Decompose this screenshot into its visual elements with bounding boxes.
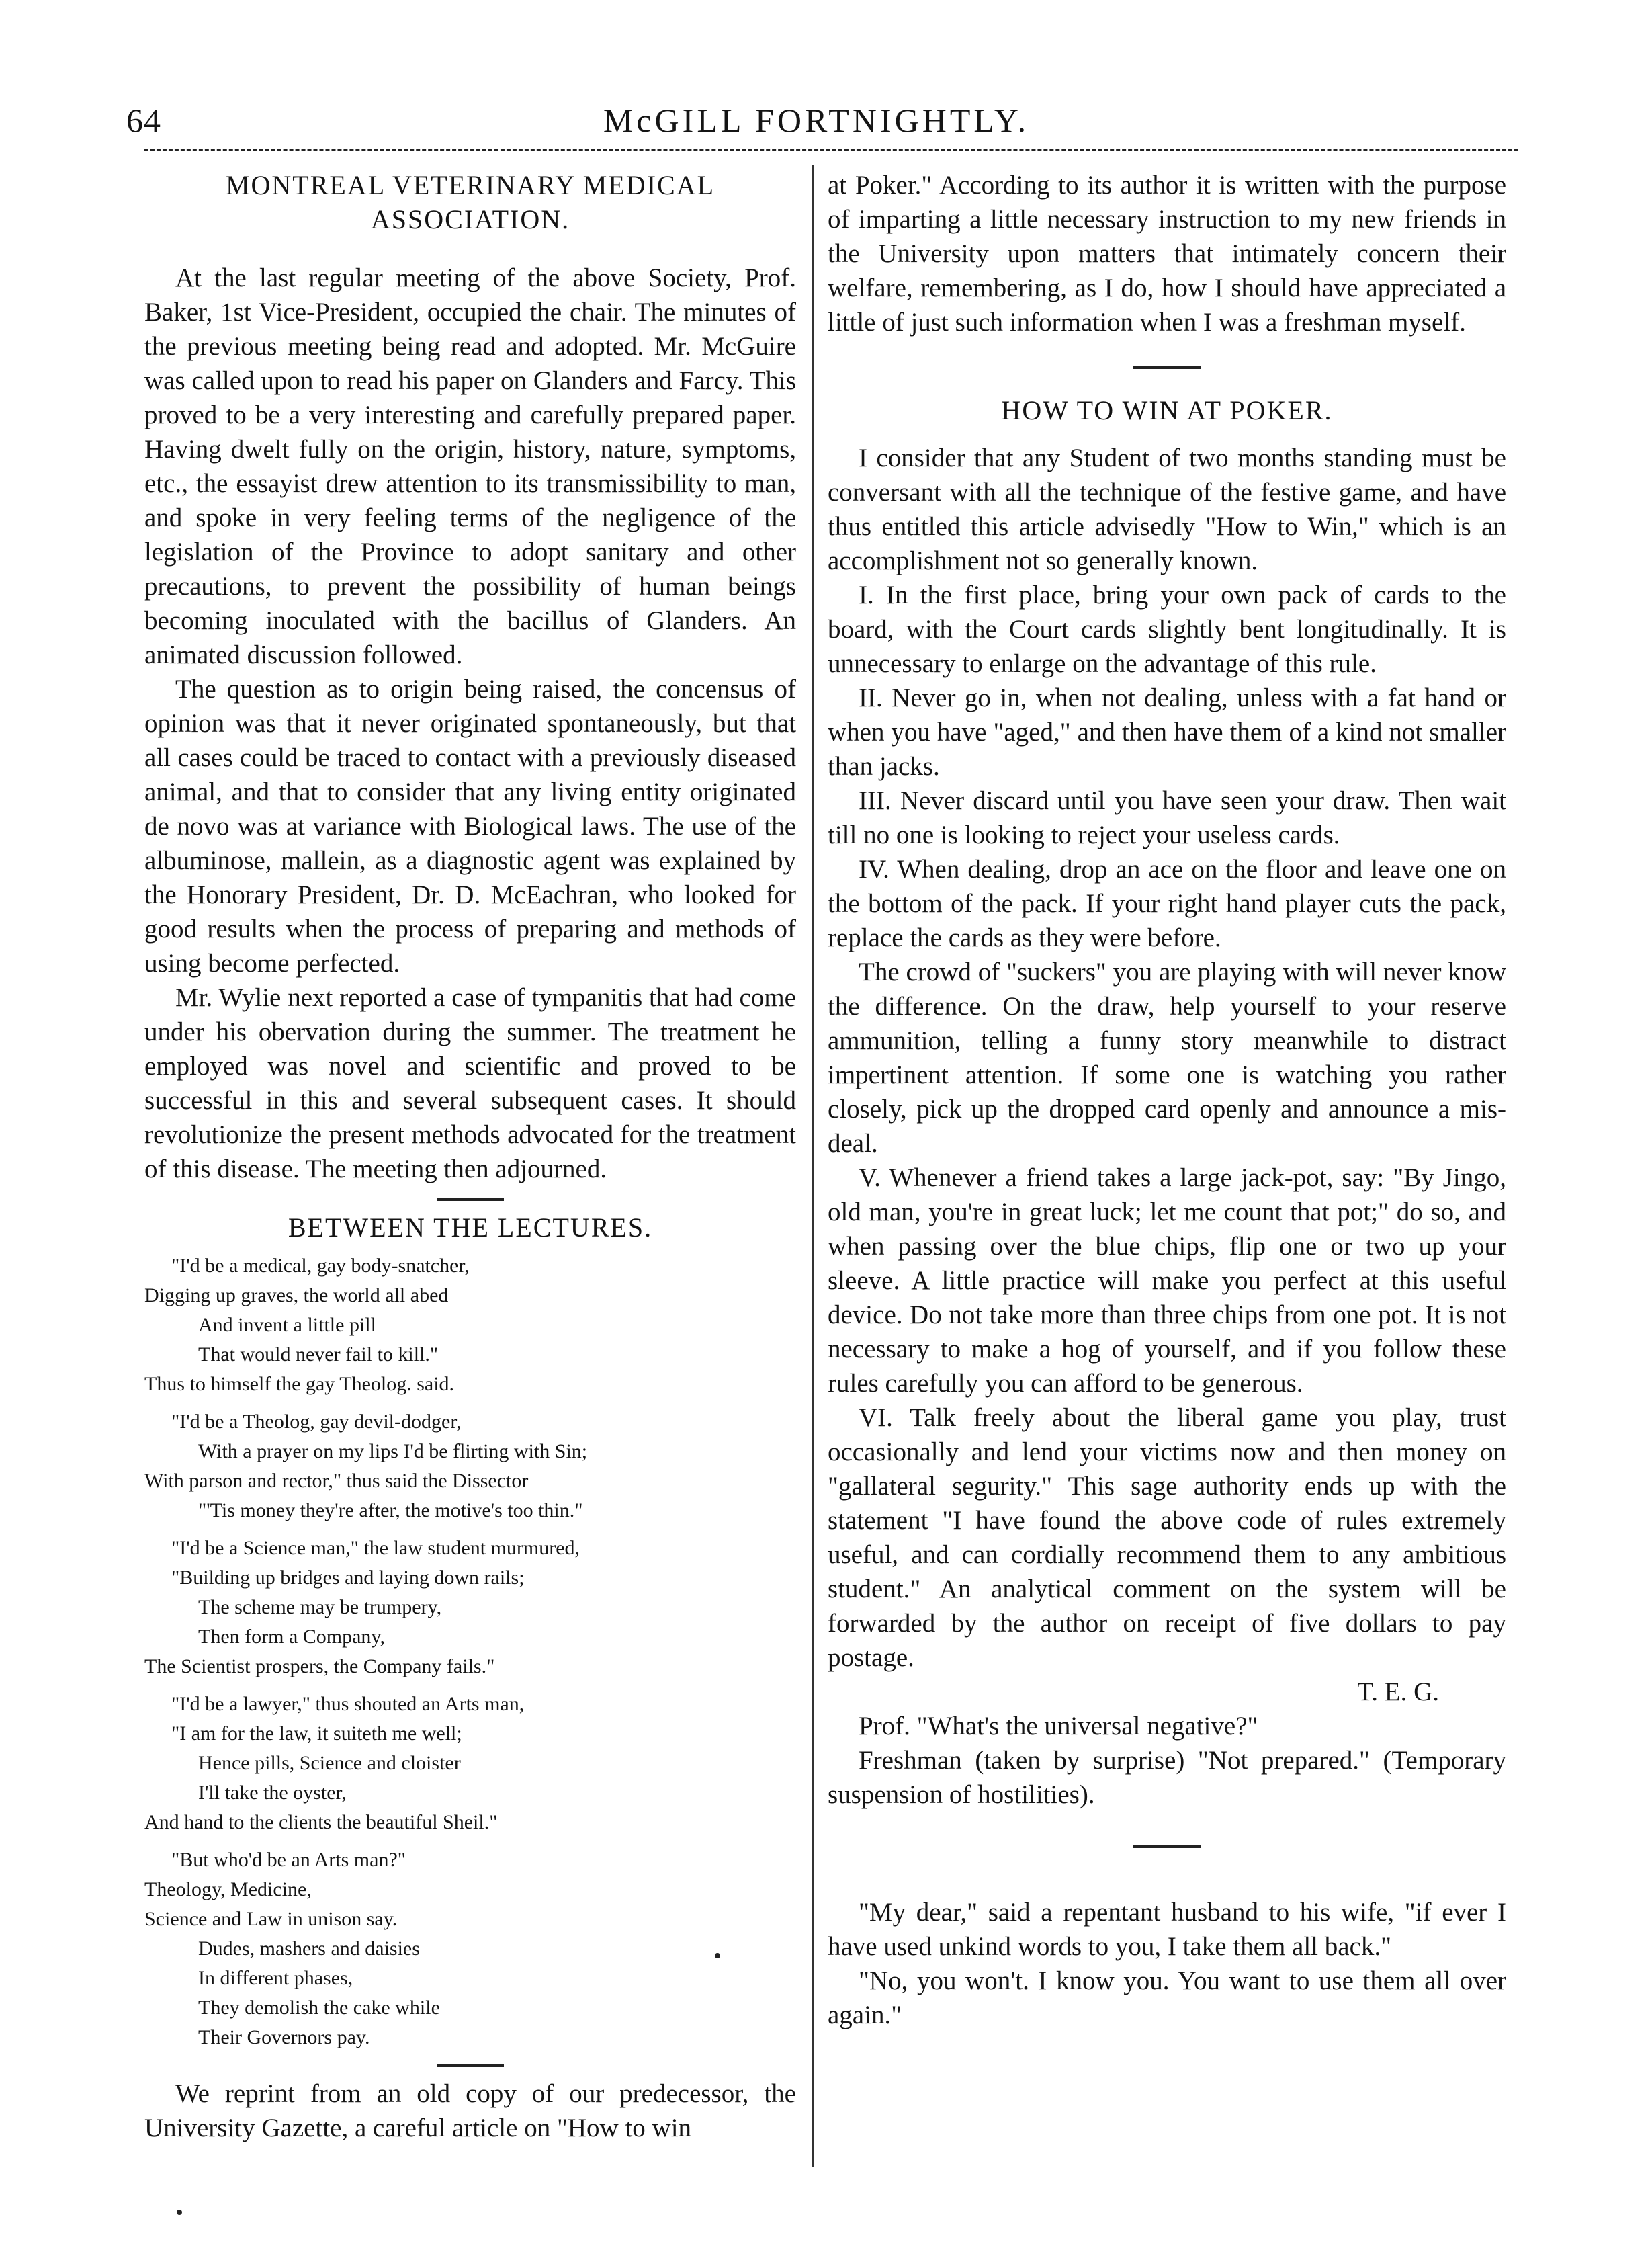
section-rule [1133,366,1201,369]
poem-line: And hand to the clients the beautiful Sheil." [144,1811,498,1833]
poem-line: Science and Law in unison say. [144,1908,398,1930]
poem-line: "I'd be a Science man," the law student murmured, [171,1537,580,1559]
page-number: 64 [126,101,161,139]
poem-line: "But who'd be an Arts man?" [171,1849,406,1871]
association-heading-line1: MONTREAL VETERINARY MEDICAL [225,170,715,200]
poker-paragraph: I consider that any Student of two months standing must be conversant with all the technique of the festive game, and have thus entitled this article advisedly "How to Win," which is an accomplishment not so generally known. [828,444,1506,575]
poem-line: With a prayer on my lips I'd be flirting with Sin; [198,1440,588,1462]
lectures-heading: BETWEEN THE LECTURES. [288,1212,653,1243]
running-head: McGILL FORTNIGHTLY. [603,101,1030,139]
section-rule [437,2064,504,2067]
poem-line: They demolish the cake while [198,1997,440,2019]
poem-line: "'Tis money they're after, the motive's too thin." [198,1499,583,1521]
right-column [828,168,1506,2032]
poem-line: Dudes, mashers and daisies [198,1937,420,1960]
poker-rule-1: I. In the first place, bring your own pack of cards to the board, with the Court cards slightly bent longitudinally. It is unnecessary to enlarge on the advantage of this rule. [828,581,1506,678]
poem-line: Thus to himself the gay Theolog. said. [144,1373,455,1395]
poem-stanza [144,1407,796,1525]
author-signature: T. E. G. [1357,1677,1439,1706]
poem-line: Their Governors pay. [198,2026,370,2048]
poem-line: I'll take the oyster, [198,1782,347,1804]
joke-question: Prof. "What's the universal negative?" [859,1712,1258,1741]
poem-line: In different phases, [198,1967,353,1989]
poem-stanza [144,1689,796,1837]
poem-stanza [144,1251,796,1399]
poker-rule-6: VI. Talk freely about the liberal game you play, trust occasionally and lend your victims now and then money on "gallateral segurity." This sage authority ends up with the statement "I have found the above code of rules extremely useful, and can cordially recommend them to any ambitious student." An analytical comment on the system will be forwarded by the author on receipt of five dollars to pay postage. [828,1403,1506,1672]
reprint-paragraph: We reprint from an old copy of our predecessor, the University Gazette, a careful article on "How to win [144,2079,796,2142]
poker-rule-3: III. Never discard until you have seen your draw. Then wait till no one is looking to reject your useless cards. [828,786,1506,849]
poem-line: And invent a little pill [198,1314,376,1336]
page-header [114,101,1518,155]
poem-line: Hence pills, Science and cloister [198,1752,461,1774]
poem-stanza [144,1534,796,1681]
association-paragraph: The question as to origin being raised, the concensus of opinion was that it never originated spontaneously, but that all cases could be traced to contact with a previously diseased animal, and that to consider that any living entity originated de novo was at variance with Biological laws. The use of the albuminose, mallein, as a diagnostic agent was explained by the Honorary President, Dr. D. McEachran, who looked for good results when the process of preparing and methods of using become perfected. [144,675,796,978]
poem-line: Theology, Medicine, [144,1878,312,1900]
poker-rule-2: II. Never go in, when not dealing, unless with a fat hand or when you have "aged," and then have them of a kind not smaller than jacks. [828,683,1506,781]
print-speck [177,2210,182,2215]
association-paragraph: Mr. Wylie next reported a case of tympanitis that had come under his obervation during the summer. The treatment he employed was novel and scientific and proved to be successful in this and several subsequent cases. It should revolutionize the present methods advocated for the treatment of this disease. The meeting then adjourned. [144,983,796,1183]
poem-line: "I'd be a lawyer," thus shouted an Arts man, [171,1693,525,1715]
poem-line: With parson and rector," thus said the Dissector [144,1470,529,1492]
header-rule [144,149,1518,151]
poem [144,1251,796,2052]
poem-line: Digging up graves, the world all abed [144,1284,449,1306]
husband-joke-paragraph: "My dear," said a repentant husband to his wife, "if ever I have used unkind words to you, I take them all back." [828,1898,1506,1961]
association-paragraph: At the last regular meeting of the above Society, Prof. Baker, 1st Vice-President, occupied the chair. The minutes of the previous meeting being read and adopted. Mr. McGuire was called upon to read his paper on Glanders and Farcy. This proved to be a very interesting and carefully prepared paper. Having dwelt fully on the origin, history, nature, symptoms, etc., the essayist drew attention to its transmissibility to man, and spoke in very feeling terms of the negligence of the legislation of the Province to adopt sanitary and other precautions, to prevent the possibility of human beings becoming inoculated with the bacillus of Glanders. An animated discussion followed. [144,263,796,669]
poem-line: "I'd be a medical, gay body-snatcher, [171,1255,470,1277]
husband-joke-paragraph: "No, you won't. I know you. You want to use them all over again." [828,1966,1506,2029]
poem-line: Then form a Company, [198,1626,385,1648]
association-heading-line2: ASSOCIATION. [370,204,570,235]
poem-line: "I'd be a Theolog, gay devil-dodger, [171,1411,462,1433]
column-divider [812,165,814,2167]
left-column [144,168,796,2145]
poker-heading: HOW TO WIN AT POKER. [1001,395,1333,425]
section-rule [437,1198,504,1201]
poem-line: "I am for the law, it suiteth me well; [171,1722,462,1745]
poem-line: The scheme may be trumpery, [198,1596,442,1618]
poker-rule-4: IV. When dealing, drop an ace on the floor and leave one on the bottom of the pack. If your right hand player cuts the pack, replace the cards as they were before. [828,855,1506,952]
poem-stanza [144,1845,796,2052]
print-speck [715,1953,720,1958]
joke-answer: Freshman (taken by surprise) "Not prepared." (Temporary suspension of hostilities). [828,1746,1506,1809]
continuation-paragraph: at Poker." According to its author it is written with the purpose of imparting a little necessary instruction to my new friends in the University upon matters that intimately concern their welfare, remembering, as I do, how I should have appreciated a little of just such information when I was a freshman myself. [828,171,1506,337]
poker-paragraph: The crowd of "suckers" you are playing with will never know the difference. On the draw, help yourself to your reserve ammunition, telling a funny story meanwhile to distract impertinent attention. If some one is watching you rather closely, pick up the dropped card openly and announce a mis-deal. [828,958,1506,1158]
poem-line: That would never fail to kill." [198,1343,439,1366]
section-rule [1133,1845,1201,1848]
poker-rule-5: V. Whenever a friend takes a large jack-pot, say: "By Jingo, old man, you're in great luck; let me count that pot;" do so, and when passing over the blue chips, flip one or two up your sleeve. A little practice will make you perfect at this useful device. Do not take more than three chips from one pot. It is not necessary to make a hog of yourself, and if you follow these rules carefully you can afford to be generous. [828,1163,1506,1398]
poem-line: "Building up bridges and laying down rails; [171,1566,525,1589]
poem-line: The Scientist prospers, the Company fails." [144,1655,495,1677]
